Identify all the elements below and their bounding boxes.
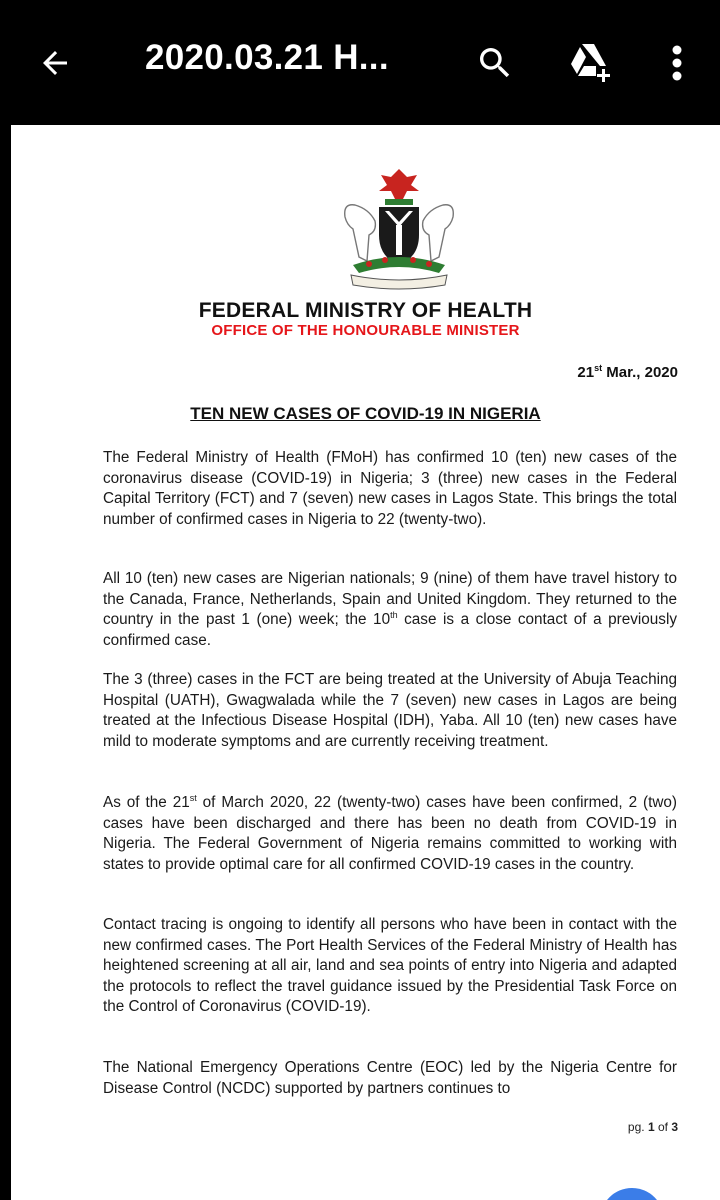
document-content	[11, 125, 720, 1200]
coat-of-arms-image	[329, 165, 469, 293]
back-button[interactable]	[30, 40, 80, 86]
page-number: pg. 1 of 3	[627, 1120, 678, 1134]
document-page[interactable]	[11, 125, 720, 1200]
release-date: 21st Mar., 2020	[577, 363, 678, 381]
add-to-drive-button[interactable]	[566, 38, 616, 88]
search-icon	[475, 43, 515, 83]
google-drive-add-icon	[568, 42, 614, 84]
paragraph-5: Contact tracing is ongoing to identify all persons who have been in contact with the new confirmed cases. The Port Health Services of the Federal Ministry of Health has heightened screening at all air, land and sea points of entry into Nigeria and adapted the protocols to reflect the travel guidance issued by the Presidential Task Force on the Control of Coronavirus (COVID-19).	[103, 916, 677, 1015]
back-arrow-icon	[37, 45, 73, 81]
paragraph-2: All 10 (ten) new cases are Nigerian nationals; 9 (nine) of them have travel history to the Canada, France, Netherlands, Spain and United Kingdom. They returned to the country in the past 1 (one) week; the 10th case is a close contact of a previously confirmed case.	[103, 570, 677, 649]
paragraph-6: The National Emergency Operations Centre (EOC) led by the Nigeria Centre for Disease Control (NCDC) supported by partners continues to	[103, 1059, 677, 1097]
paragraph-3: The 3 (three) cases in the FCT are being treated at the University of Abuja Teaching Hospital (UATH), Gwagwalada while the 7 (seven) new cases in Lagos are being treated at the Infectious Disease Hospital (IDH), Yaba. All 10 (ten) new cases have mild to moderate symptoms and are currently receiving treatment.	[103, 671, 677, 750]
office-name: OFFICE OF THE HONOURABLE MINISTER	[211, 322, 520, 339]
ministry-name: FEDERAL MINISTRY OF HEALTH	[198, 299, 533, 322]
document-title: 2020.03.21 H...	[145, 38, 389, 77]
app-bar	[0, 0, 720, 125]
more-vert-icon	[671, 44, 683, 82]
paragraph-4: As of the 21st of March 2020, 22 (twenty-two) cases have been confirmed, 2 (two) cases have been discharged and there has been no death from COVID-19 in Nigeria. The Federal Government of Nigeria remains committed to working with states to provide optimal care for all confirmed COVID-19 cases in the country.	[103, 792, 678, 873]
paragraph-1: The Federal Ministry of Health (FMoH) has confirmed 10 (ten) new cases of the coronavirus disease (COVID-19) in Nigeria; 3 (three) new cases in the Federal Capital Territory (FCT) and 7 (seven) new cases in Lagos State. This brings the total number of confirmed cases in Nigeria to 22 (twenty-two).	[103, 449, 677, 528]
press-release-heading: TEN NEW CASES OF COVID-19 IN NIGERIA	[190, 404, 541, 423]
more-options-button[interactable]	[652, 38, 702, 88]
search-button[interactable]	[470, 38, 520, 88]
